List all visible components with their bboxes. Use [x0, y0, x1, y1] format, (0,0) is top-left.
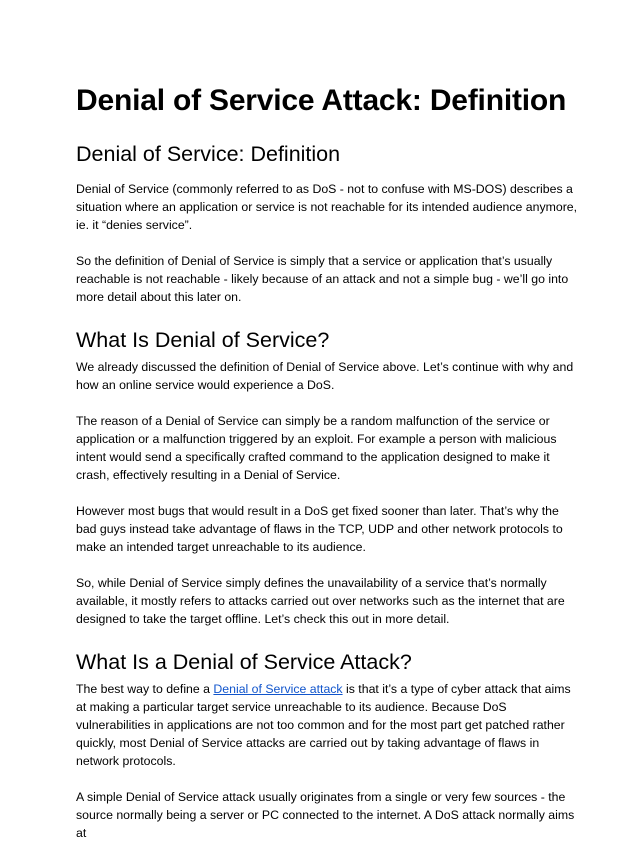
heading-what-is-dos: What Is Denial of Service? — [76, 328, 330, 352]
heading-definition: Denial of Service: Definition — [76, 142, 341, 166]
paragraph-what-is-1: We already discussed the definition of Denial of Service above. Let’s continue with why and how an online service would experience a DoS. — [76, 360, 574, 392]
paragraph-what-is-4: So, while Denial of Service simply defines the unavailability of a service that’s normally available, it mostly refers to attacks carried out over networks such as the internet that are designed to take the target offline. Let’s check this out in more detail. — [76, 576, 565, 626]
paragraph-attack-1-after: is that it’s a type of cyber attack that aims at making a particular target service unreachable to its audience. Because DoS vulnerabilities in applications are not too common and for the most part get patched rather quickly, most Denial of Service attacks are carried out by taking advantage of flaws in network protocols. — [76, 682, 571, 768]
paragraph-attack-2: A simple Denial of Service attack usually originates from a single or very few sources - the source normally being a server or PC connected to the internet. A DoS attack normally aims at — [76, 790, 575, 840]
heading-dos-attack: What Is a Denial of Service Attack? — [76, 650, 412, 674]
document-title: Denial of Service Attack: Definition — [76, 84, 567, 117]
paragraph-definition-2: So the definition of Denial of Service is simply that a service or application that’s usually reachable is not reachable - likely because of an attack and not a simple bug - we’ll go into more detail about this later on. — [76, 254, 569, 304]
paragraph-definition-1: Denial of Service (commonly referred to as DoS - not to confuse with MS-DOS) describes a situation where an application or service is not reachable for its intended audience anymore, ie. it “denies service”. — [76, 182, 578, 232]
paragraph-what-is-2: The reason of a Denial of Service can simply be a random malfunction of the service or application or a malfunction triggered by an exploit. For example a person with malicious intent would send a specifically crafted command to the application designed to make it crash, effectively resulting in a Denial of Service. — [76, 414, 557, 482]
denial-of-service-attack-link[interactable]: Denial of Service attack — [213, 682, 343, 696]
paragraph-attack-1-before: The best way to define a — [76, 682, 214, 696]
paragraph-what-is-3: However most bugs that would result in a DoS get fixed sooner than later. That’s why the bad guys instead take advantage of flaws in the TCP, UDP and other network protocols to make an intended target unreachable to its audience. — [76, 504, 563, 554]
paragraph-attack-1 — [76, 680, 578, 770]
